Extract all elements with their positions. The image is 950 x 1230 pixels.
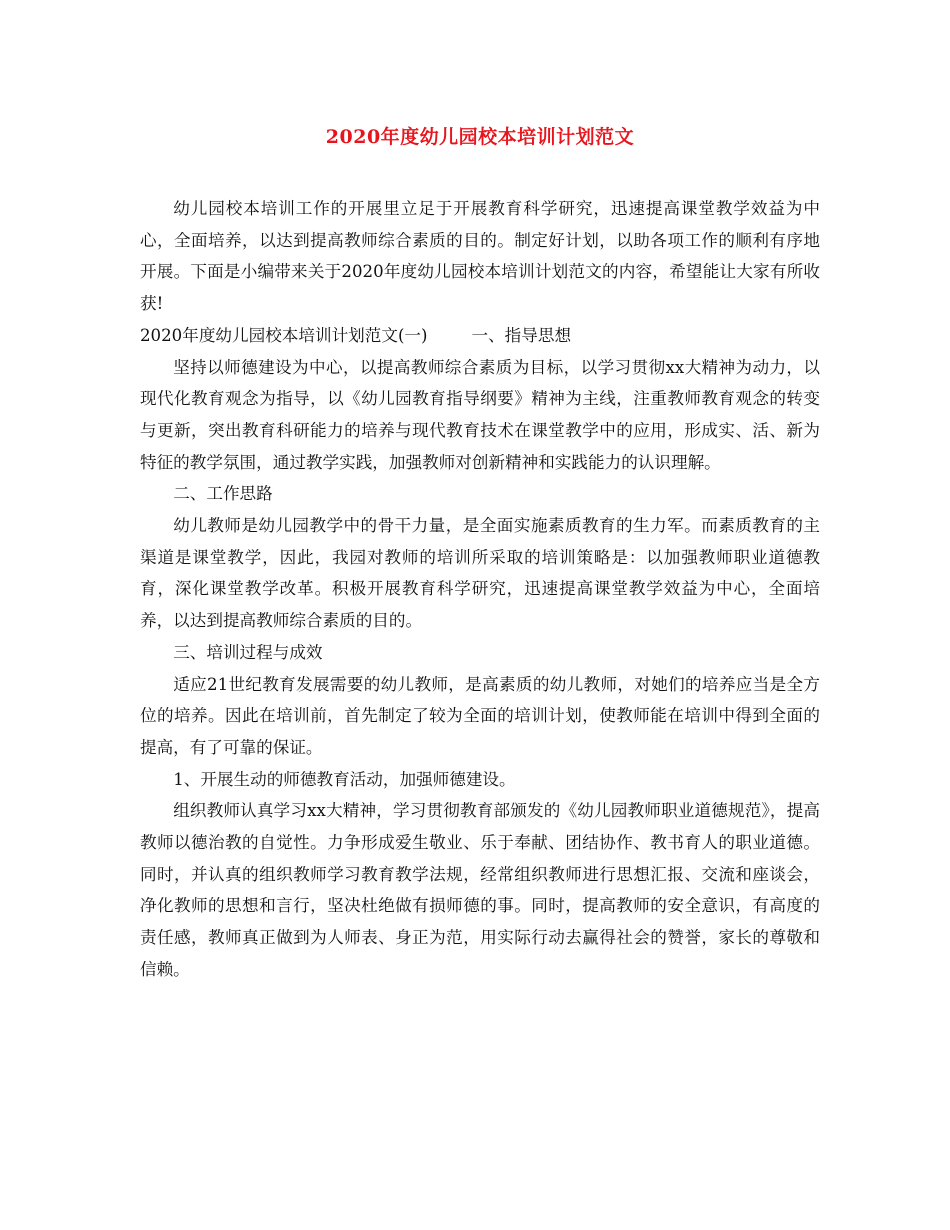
paragraph-guiding-ideology: 坚持以师德建设为中心，以提高教师综合素质为目标，以学习贯彻xx大精神为动力，以现代化教育观念为指导，以《幼儿园教育指导纲要》精神为主线，注重教师教育观念的转变与更新，突出教育科研能力的培养与现代教育技术在课堂教学中的应用，形成实、活、新为特征的教学氛围，通过教学实践，加强教师对创新精神和实践能力的认识理解。 [140,357,820,472]
section-heading-guiding-ideology: 一、指导思想 [471,325,572,345]
document-title: 2020年度幼儿园校本培训计划范文 [325,126,635,148]
section-heading-work-approach: 二、工作思路 [173,484,273,504]
paragraph-training-process: 适应21世纪教育发展需要的幼儿教师，是高素质的幼儿教师，对她们的培养应当是全方位的培养。因此在培训前，首先制定了较为全面的培训计划，使教师能在培训中得到全面的提高，有了可靠的保证。 [140,674,820,757]
intro-paragraph: 幼儿园校本培训工作的开展里立足于开展教育科学研究，迅速提高课堂教学效益为中心，全面培养，以达到提高教师综合素质的目的。制定好计划，以助各项工作的顺利有序地开展。下面是小编带来关于2020年度幼儿园校本培训计划范文的内容，希望能让大家有所收获! [140,199,820,314]
paragraph-work-approach: 幼儿教师是幼儿园教学中的骨干力量，是全面实施素质教育的生力军。而素质教育的主渠道是课堂教学，因此，我园对教师的培训所采取的培训策略是：以加强教师职业道德教育，深化课堂教学改革。积极开展教育科学研究，迅速提高课堂教学效益为中心，全面培养，以达到提高教师综合素质的目的。 [140,516,820,631]
document-body [140,193,820,986]
paragraph-ethics: 组织教师认真学习xx大精神，学习贯彻教育部颁发的《幼儿园教师职业道德规范》，提高教师以德治教的自觉性。力争形成爱生敬业、乐于奉献、团结协作、教书育人的职业道德。同时，并认真的组织教师学习教育教学法规，经常组织教师进行思想汇报、交流和座谈会，净化教师的思想和言行，坚决杜绝做有损师德的事。同时，提高教师的安全意识，有高度的责任感，教师真正做到为人师表、身正为范，用实际行动去赢得社会的赞誉，家长的尊敬和信赖。 [140,801,820,979]
subtitle-heading: 2020年度幼儿园校本培训计划范文(一) [140,325,428,345]
subsection-heading-ethics: 1、开展生动的师德教育活动，加强师德建设。 [173,769,516,789]
subtitle-line [140,320,820,352]
section-heading-training-process: 三、培训过程与成效 [173,642,323,662]
